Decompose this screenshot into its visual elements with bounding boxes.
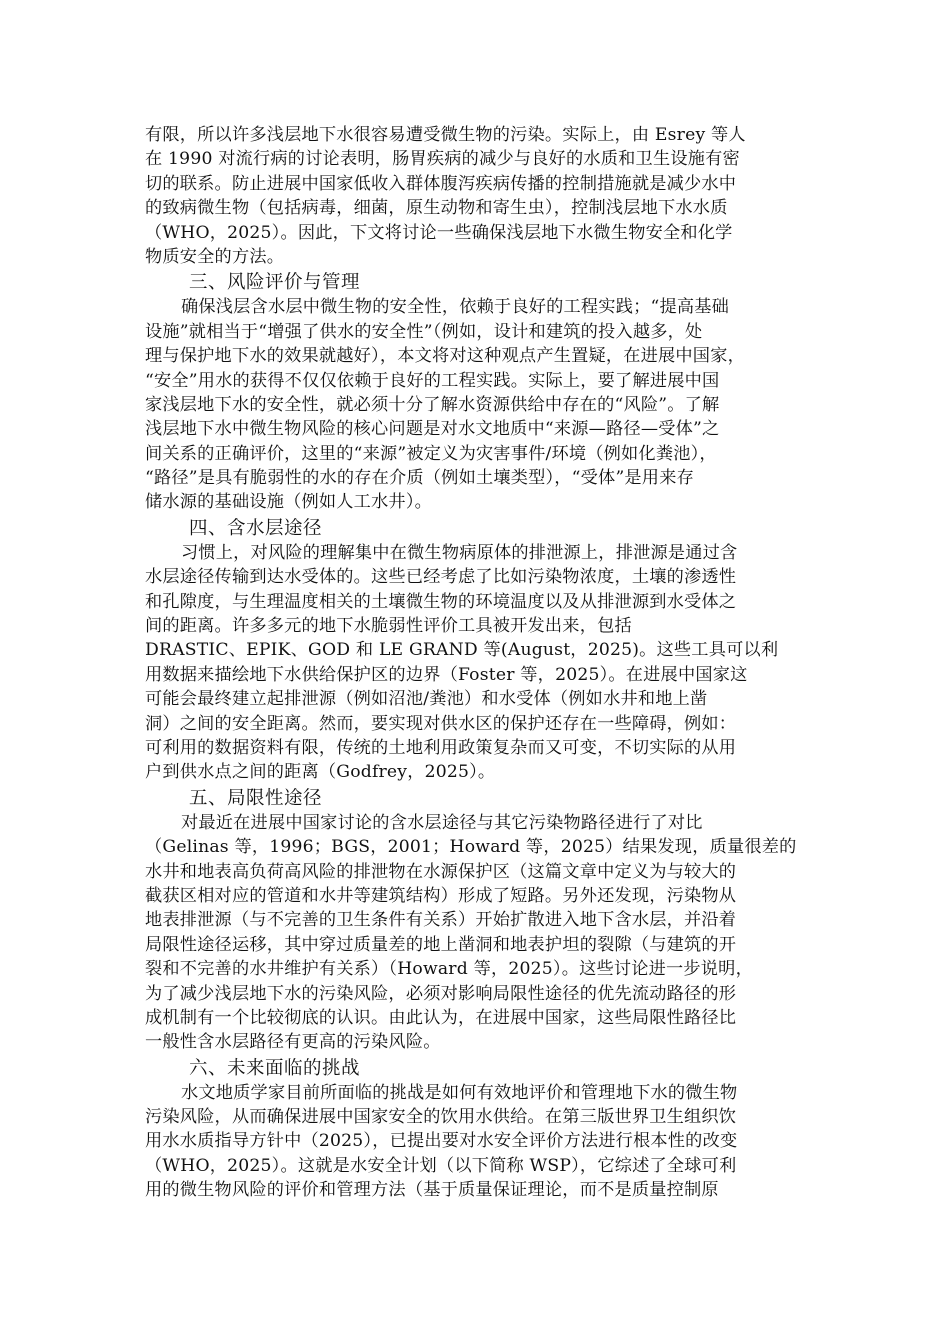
paragraph-localized-pathway (145, 811, 810, 1055)
text-line: 家浅层地下水的安全性，就必须十分了解水资源供给中存在的“风险”。了解 (145, 394, 720, 415)
text-line: 可利用的数据资料有限，传统的土地利用政策复杂而又可变，不切实际的从用 (145, 737, 737, 758)
text-line: 可能会最终建立起排泄源（例如沼池/粪池）和水受体（例如水井和地上凿 (145, 689, 708, 710)
text-line: 习惯上，对风险的理解集中在微生物病原体的排泄源上，排泄源是通过含 (181, 542, 738, 563)
text-line: 间关系的正确评价，这里的“来源”被定义为灾害事件/环境（例如化粪池）， (145, 443, 717, 464)
text-line: “安全”用水的获得不仅仅依赖于良好的工程实践。实际上，要了解进展中国 (145, 370, 720, 391)
paragraph-risk-assessment (145, 295, 810, 515)
text-line: （WHO，2025）。因此，下文将讨论一些确保浅层地下水微生物安全和化学 (145, 222, 733, 243)
text-line: 用水水质指导方针中（2025），已提出要对水安全评价方法进行根本性的改变 (145, 1131, 738, 1152)
text-line: 对最近在进展中国家讨论的含水层途径与其它污染物路径进行了对比 (181, 812, 703, 833)
text-line: 裂和不完善的水井维护有关系）（Howard 等，2025）。这些讨论进一步说明， (145, 959, 753, 980)
text-line: （Gelinas 等，1996；BGS，2001；Howard 等，2025）结果发现，质量很差的 (145, 837, 797, 858)
text-line: 地表排泄源（与不完善的卫生条件有关系）开始扩散进入地下含水层，并沿着 (145, 910, 737, 931)
text-line: 洞）之间的安全距离。然而，要实现对供水区的保护还存在一些障碍，例如： (145, 713, 737, 734)
paragraph-future-challenges (145, 1081, 810, 1203)
text-line: 水井和地表高负荷高风险的排泄物在水源保护区（这篇文章中定义为与较大的 (145, 861, 737, 882)
text-line: 间的距离。许多多元的地下水脆弱性评价工具被开发出来，包括 (145, 616, 632, 637)
text-line: 浅层地下水中微生物风险的核心问题是对水文地质中“来源—路径—受体”之 (145, 419, 720, 440)
text-line: 水层途径传输到达水受体的。这些已经考虑了比如污染物浓度，土壤的渗透性 (145, 567, 737, 588)
section-heading-aquifer-pathway: 四、含水层途径 (189, 517, 323, 539)
text-line: 的致病微生物（包括病毒，细菌，原生动物和寄生虫），控制浅层地下水水质 (145, 198, 728, 219)
text-line: 户到供水点之间的距离（Godfrey，2025）。 (145, 762, 496, 783)
text-line: DRASTIC、EPIK、GOD 和 LE GRAND 等(August，2025)。这些工具可以利 (145, 640, 779, 661)
text-line: 储水源的基础设施（例如人工水井）。 (145, 492, 432, 513)
paragraph-intro (145, 123, 810, 269)
text-line: “路径”是具有脆弱性的水的存在介质（例如土壤类型），“受体”是用来存 (145, 468, 694, 489)
text-line: 有限，所以许多浅层地下水很容易遭受微生物的污染。实际上，由 Esrey 等人 (145, 125, 746, 145)
text-line: 确保浅层含水层中微生物的安全性，依赖于良好的工程实践；“提高基础 (181, 297, 730, 318)
text-line: 一般性含水层路径有更高的污染风险。 (145, 1032, 441, 1053)
paragraph-aquifer-pathway (145, 541, 810, 785)
text-line: （WHO，2025）。这就是水安全计划（以下简称 WSP），它综述了全球可利 (145, 1155, 737, 1176)
text-line: 局限性途径运移，其中穿过质量差的地上凿洞和地表护坦的裂隙（与建筑的开 (145, 934, 737, 955)
section-heading-future-challenges: 六、未来面临的挑战 (189, 1057, 361, 1079)
text-line: 在 1990 对流行病的讨论表明，肠胃疾病的减少与良好的水质和卫生设施有密 (145, 149, 740, 170)
text-line: 物质安全的方法。 (145, 246, 285, 267)
text-line: 成机制有一个比较彻底的认识。由此认为，在进展中国家，这些局限性路径比 (145, 1007, 737, 1028)
text-line: 设施”就相当于“增强了供水的安全性”（例如，设计和建筑的投入越多，处 (145, 321, 703, 342)
text-line: 水文地质学家目前所面临的挑战是如何有效地评价和管理地下水的微生物 (181, 1082, 738, 1103)
text-line: 用数据来描绘地下水供给保护区的边界（Foster 等，2025）。在进展中国家这 (145, 664, 748, 685)
text-line: 和孔隙度，与生理温度相关的土壤微生物的环境温度以及从排泄源到水受体之 (145, 591, 737, 612)
text-line: 理与保护地下水的效果就越好），本文将对这种观点产生置疑，在进展中国家， (145, 346, 745, 367)
text-line: 为了减少浅层地下水的污染风险，必须对影响局限性途径的优先流动路径的形 (145, 983, 737, 1004)
text-line: 用的微生物风险的评价和管理方法（基于质量保证理论，而不是质量控制原 (145, 1180, 719, 1201)
text-line: 污染风险，从而确保进展中国家安全的饮用水供给。在第三版世界卫生组织饮 (145, 1107, 737, 1128)
text-line: 切的联系。防止进展中国家低收入群体腹泻疾病传播的控制措施就是减少水中 (145, 173, 737, 194)
section-heading-risk-assessment: 三、风险评价与管理 (189, 272, 361, 294)
section-heading-localized-pathway: 五、局限性途径 (189, 787, 323, 809)
text-line: 截获区相对应的管道和水井等建筑结构）形成了短路。另外还发现，污染物从 (145, 885, 737, 906)
